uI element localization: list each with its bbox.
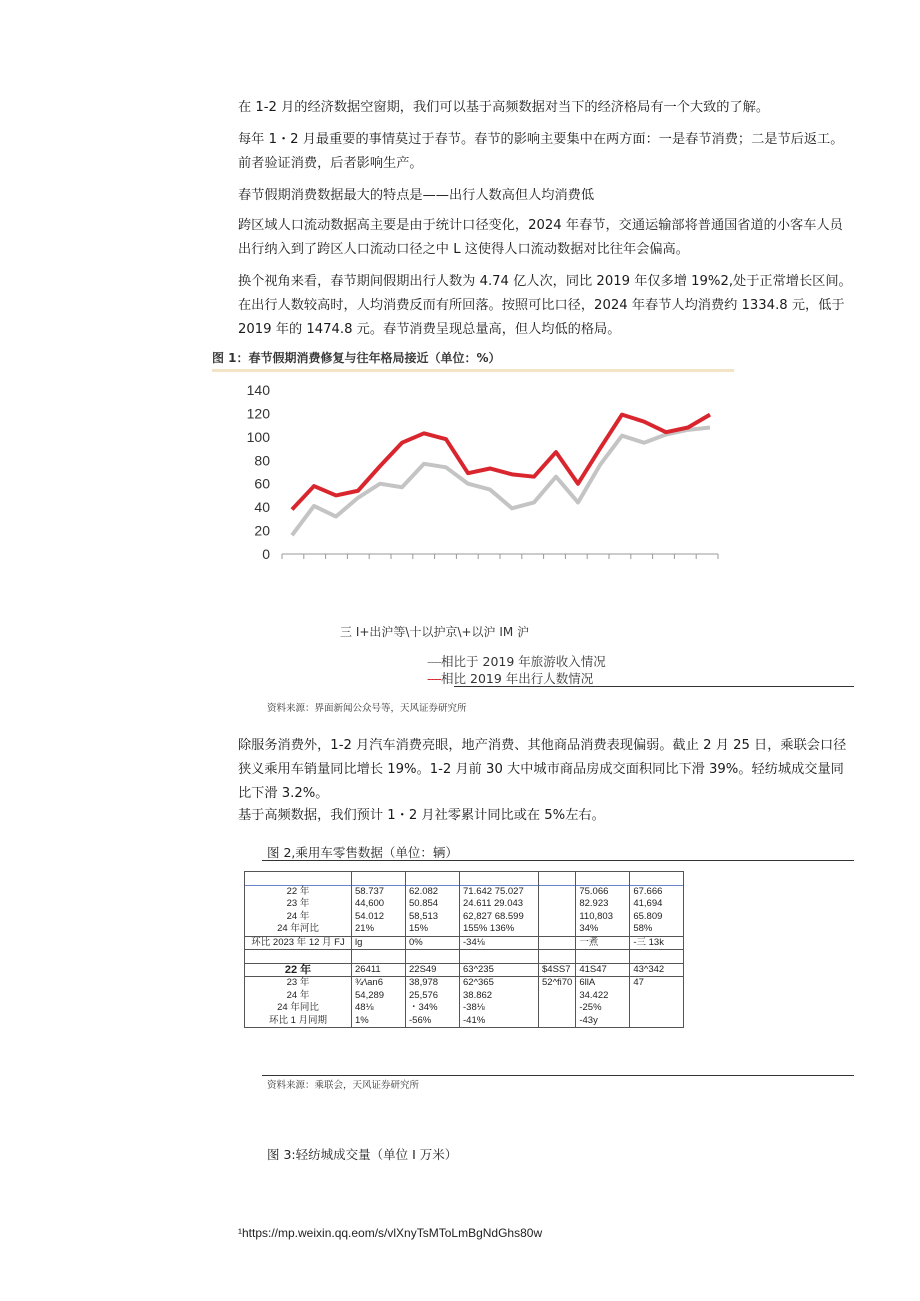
table-cell — [352, 872, 406, 886]
table-row — [245, 1015, 684, 1028]
table-row — [245, 923, 684, 936]
table-row — [245, 1002, 684, 1015]
table-cell: 52^fi70 — [539, 977, 576, 990]
paragraph-spring-festival: 每年 1・2 月最重要的事情莫过于春节。春节的影响主要集中在两方面：一是春节消费；二是节后返工。前者验证消费，后者影响生产。 — [238, 132, 844, 171]
table-cell — [576, 872, 630, 886]
table-cell — [539, 990, 576, 1003]
table-cell: -41% — [460, 1015, 539, 1028]
table-cell: 65.809 — [630, 911, 684, 924]
table-cell: 38,978 — [406, 977, 460, 990]
y-tick-label: 80 — [254, 452, 270, 469]
figure1-line-chart — [240, 376, 740, 576]
y-tick-label: 60 — [254, 475, 270, 492]
table-cell: lg — [352, 936, 406, 950]
row-label — [245, 950, 352, 964]
table-row — [245, 950, 684, 964]
series-tourism-revenue-line — [292, 427, 710, 535]
table-cell: -38⅛ — [460, 1002, 539, 1015]
table-cell — [406, 950, 460, 964]
table-cell: 47 — [630, 977, 684, 990]
table-cell: 58,513 — [406, 911, 460, 924]
row-label: 23 年 — [245, 977, 352, 990]
table-cell — [630, 990, 684, 1003]
table-cell — [630, 872, 684, 886]
paragraph-forecast: 基于高频数据，我们预计 1・2 月社零累计同比或在 5%左右。 — [238, 808, 605, 823]
table-cell: 1% — [352, 1015, 406, 1028]
table-row — [245, 977, 684, 990]
table-cell: 50.854 — [406, 898, 460, 911]
row-label: 24 年河比 — [245, 923, 352, 936]
table-cell — [539, 885, 576, 898]
paragraph-car-consumption: 除服务消费外，1-2 月汽车消费亮眼，地产消费、其他商品消费表现偏弱。截止 2 月 25 日，乘联会口径狭义乘用车销量同比增长 19%。1-2 月前 30 大中城市商品房成交面积同比下滑 39%。轻纺城成交量同比下滑 3.2%。 — [238, 738, 847, 801]
paragraph-feature: 春节假期消费数据最大的特点是——出行人数高但人均消费低 — [238, 188, 595, 203]
y-tick-label: 40 — [254, 499, 270, 516]
table-cell — [539, 898, 576, 911]
table-cell: 22S49 — [406, 963, 460, 977]
footnote-link[interactable]: ¹https://mp.weixin.qq.eom/s/vlXnyTsMToLmBgNdGhs80w — [238, 1226, 543, 1240]
table-cell — [539, 1002, 576, 1015]
table-cell — [539, 1015, 576, 1028]
table-cell: 54.012 — [352, 911, 406, 924]
table-cell: 26411 — [352, 963, 406, 977]
legend-marker-gray: ---- — [427, 654, 442, 669]
table-cell: 34.422 — [576, 990, 630, 1003]
table-cell: -56% — [406, 1015, 460, 1028]
figure1-title: 图 1：春节假期消费修复与往年格局接近（单位：%） — [212, 351, 501, 365]
row-label: 22 年 — [245, 885, 352, 898]
table-cell: 58% — [630, 923, 684, 936]
table-row — [245, 885, 684, 898]
x-axis-ticks — [282, 554, 718, 559]
table-cell: 43^342 — [630, 963, 684, 977]
table-cell: 34% — [576, 923, 630, 936]
row-label: 24 年 — [245, 990, 352, 1003]
table-cell: ¾⁄\an6 — [352, 977, 406, 990]
table-cell: 25,576 — [406, 990, 460, 1003]
legend-item-travelers — [427, 669, 593, 687]
y-axis-ticks — [247, 382, 271, 562]
table-row — [245, 936, 684, 950]
table-cell: 15% — [406, 923, 460, 936]
figure2-title: 图 2,乘用车零售数据（单位：辆） — [267, 845, 458, 860]
legend-item-tourism — [427, 652, 606, 670]
figure1-x-labels: 三 I+出沪等\十以护京\+以沪 IM 沪 — [340, 625, 530, 639]
table-cell — [539, 872, 576, 886]
table-cell: 54,289 — [352, 990, 406, 1003]
legend-label-travelers: 相比 2019 年出行人数情况 — [441, 671, 594, 686]
table-cell — [630, 1002, 684, 1015]
table-cell: -34⅛ — [460, 936, 539, 950]
table-cell: -25% — [576, 1002, 630, 1015]
table-row — [245, 872, 684, 886]
table-cell — [576, 950, 630, 964]
figure2-bottom-rule — [262, 1075, 854, 1076]
table-cell: 63^235 — [460, 963, 539, 977]
legend-label-tourism: 相比于 2019 年旅游收入情况 — [441, 654, 606, 669]
table-cell: 48⅛ — [352, 1002, 406, 1015]
table-cell — [460, 950, 539, 964]
figure1-title-rule — [212, 369, 734, 372]
y-tick-label: 0 — [262, 546, 270, 562]
legend-marker-red: ---- — [427, 671, 442, 686]
table-cell: 62^365 — [460, 977, 539, 990]
row-label — [245, 872, 352, 886]
table-cell: 21% — [352, 923, 406, 936]
table-row — [245, 963, 684, 977]
table-cell: $4SS7 — [539, 963, 576, 977]
table-cell: 44,600 — [352, 898, 406, 911]
row-label: 24 年 — [245, 911, 352, 924]
figure2-source: 资料来源：乘联会，天风证券研究所 — [267, 1080, 420, 1091]
figure1-source: 资料来源：界面新闻公众号等，天风证券研究所 — [267, 703, 467, 714]
table-cell: -43y — [576, 1015, 630, 1028]
table-cell: 一煮 — [576, 936, 630, 950]
y-tick-label: 100 — [246, 428, 270, 445]
series-travelers-line — [292, 415, 710, 510]
table-cell — [460, 872, 539, 886]
row-label: 环比 1 月同期 — [245, 1015, 352, 1028]
table-cell: 24.611 29.043 — [460, 898, 539, 911]
table-cell — [539, 950, 576, 964]
table-cell: 6llA — [576, 977, 630, 990]
paragraph-population-flow: 跨区域人口流动数据高主要是由于统计口径变化，2024 年春节，交通运输部将普通国省道的小客车人员出行纳入到了跨区人口流动口径之中 L 这使得人口流动数据对比往年会偏高。 — [238, 218, 843, 257]
table-cell — [630, 950, 684, 964]
row-label: 24 年同比 — [245, 1002, 352, 1015]
car-retail-table — [244, 871, 684, 1028]
table-cell: 82.923 — [576, 898, 630, 911]
table-cell: 41S47 — [576, 963, 630, 977]
table-row — [245, 911, 684, 924]
table-cell: -三 13k — [630, 936, 684, 950]
table-cell: 75.066 — [576, 885, 630, 898]
table-cell — [539, 923, 576, 936]
row-label: 环比 2023 年 12 月 FJ — [245, 936, 352, 950]
figure2-title-rule — [262, 860, 854, 861]
table-cell — [406, 872, 460, 886]
figure3-title: 图 3:轻纺城成交量（单位 I 万米） — [267, 1147, 458, 1162]
table-cell: 110,803 — [576, 911, 630, 924]
table-cell: 62,827 68.599 — [460, 911, 539, 924]
table-cell: ・34% — [406, 1002, 460, 1015]
figure1-bottom-rule — [454, 686, 854, 687]
table-cell: 0% — [406, 936, 460, 950]
y-tick-label: 120 — [246, 405, 270, 422]
table-cell — [630, 1015, 684, 1028]
table-cell: 38.862 — [460, 990, 539, 1003]
table-cell: 58.737 — [352, 885, 406, 898]
table-cell: 155% 136% — [460, 923, 539, 936]
y-tick-label: 140 — [246, 382, 270, 398]
table-cell: 67.666 — [630, 885, 684, 898]
table-cell — [539, 911, 576, 924]
row-label: 23 年 — [245, 898, 352, 911]
table-cell — [539, 936, 576, 950]
table-cell: 41,694 — [630, 898, 684, 911]
y-tick-label: 20 — [254, 522, 270, 539]
table-row — [245, 990, 684, 1003]
row-label: 22 年 — [245, 963, 352, 977]
table-cell — [352, 950, 406, 964]
paragraph-intro: 在 1-2 月的经济数据空窗期，我们可以基于高频数据对当下的经济格局有一个大致的了解。 — [238, 100, 770, 115]
table-cell: 62.082 — [406, 885, 460, 898]
paragraph-consumption: 换个视角来看，春节期间假期出行人数为 4.74 亿人次，同比 2019 年仅多增 19%2,处于正常增长区间。在出行人数较高时，人均消费反而有所回落。按照可比口径，2024 年春节人均消费约 1334.8 元，低于 2019 年的 1474.8 元。春节消费呈现总量高，但人均低的格局。 — [238, 274, 852, 337]
table-cell: 71.642 75.027 — [460, 885, 539, 898]
table-row — [245, 898, 684, 911]
